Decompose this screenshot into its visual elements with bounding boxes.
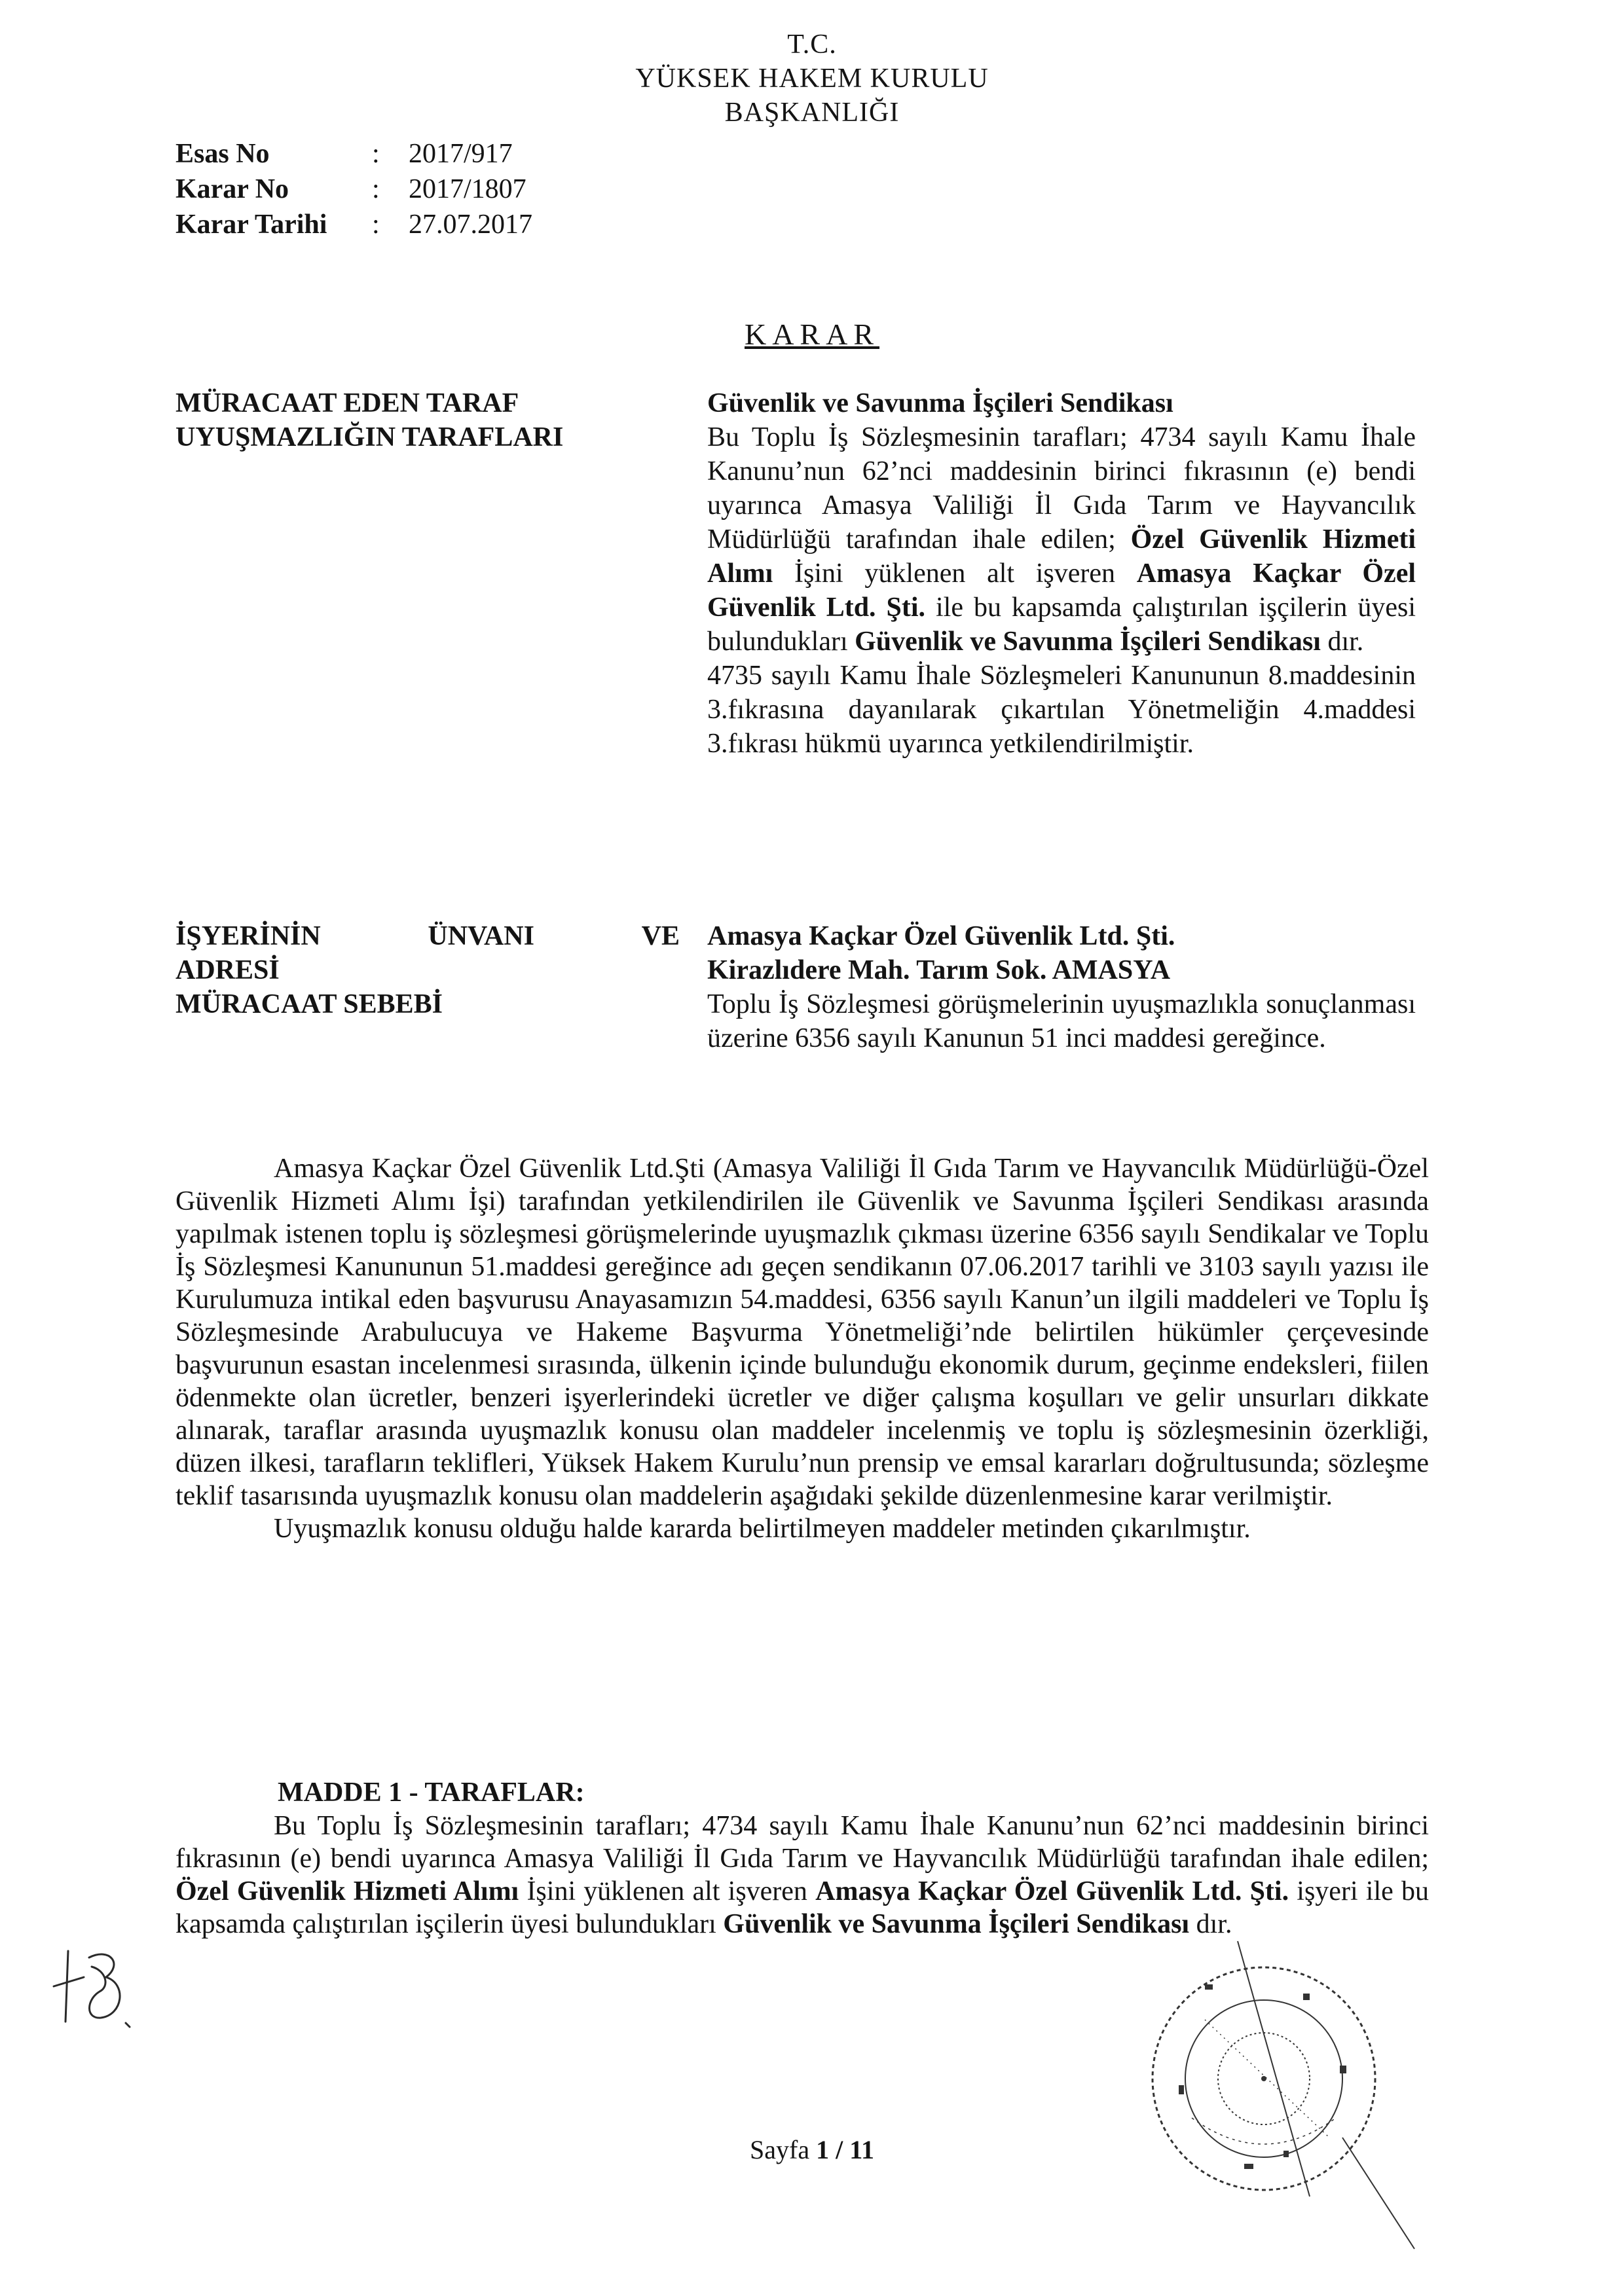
label-workplace [175, 919, 680, 987]
text-run: İşini yüklenen alt işveren [794, 558, 1116, 589]
label-applicant: MÜRACAAT EDEN TARAF [175, 388, 519, 418]
meta-sep: : [372, 210, 380, 240]
value-workplace [707, 919, 1416, 987]
meta-label: Karar Tarihi [175, 210, 327, 240]
label-word: VE [641, 921, 680, 951]
document-title: KARAR [744, 318, 880, 351]
applicant-name: Güvenlik ve Savunma İşçileri Sendikası [707, 388, 1173, 418]
text-run-bold: Güvenlik ve Savunma İşçileri Sendikası [723, 1909, 1190, 1939]
meta-row-esas [175, 136, 532, 172]
text-run: dır. [1196, 1909, 1232, 1939]
meta-value: 2017/1807 [409, 174, 526, 204]
page-number [0, 2134, 1624, 2165]
text-run-bold: Amasya Kaçkar Özel Güvenlik Ltd. Şti. [815, 1876, 1289, 1906]
official-seal-stamp [1107, 1922, 1473, 2262]
label-parties: UYUŞMAZLIĞIN TARAFLARI [175, 422, 564, 452]
header-presidency: BAŞKANLIĞI [724, 98, 900, 128]
page-current: 1 [816, 2135, 830, 2164]
value-reason [707, 987, 1416, 1055]
article-1-body [175, 1810, 1429, 1941]
handwritten-page-mark [46, 1931, 144, 2036]
label-workplace-line [175, 919, 680, 953]
decision-body [175, 1152, 1429, 1545]
meta-row-karar [175, 172, 532, 207]
text-run: Bu Toplu İş Sözleşmesinin tarafları; 4734 sayılı Kamu İhale Kanunu’nun 62’nci maddesinin birinci fıkrasının (e) bendi uyarınca Amasya Valiliği İl Gıda Tarım ve Hayvancılık Müdürlüğü tarafından ihale edilen; [707, 422, 1416, 555]
meta-sep: : [372, 139, 380, 169]
label-word: ÜNVANI [428, 921, 534, 951]
meta-label: Esas No [175, 139, 270, 169]
article-1-title: MADDE 1 - TARAFLAR: [278, 1777, 585, 1808]
label-word: İŞYERİNİN [175, 921, 321, 951]
text-run-bold: Amasya Kaçkar Özel Güvenlik Ltd. Şti. [707, 558, 1416, 623]
body-paragraph: Amasya Kaçkar Özel Güvenlik Ltd.Şti (Amasya Valiliği İl Gıda Tarım ve Hayvancılık Müdürlüğü-Özel Güvenlik Hizmeti Alımı İşi) tarafından yetkilendirilen ile Güvenlik ve Savunma İşçileri Sendikası arasında yapılmak istenen toplu iş sözleşmesi görüşmelerinde uyuşmazlık çıkması üzerine 6356 sayılı Sendikalar ve Toplu İş Sözleşmesi Kanununun 51.maddesi gereğince adı geçen sendikanın 07.06.2017 tarihli ve 3103 sayılı yazısı ile Kurulumuza intikal eden başvurusu Anayasamızın 54.maddesi, 6356 sayılı Kanun’un ilgili maddeleri ve Toplu İş Sözleşmesinde Arabulucuya ve Hakeme Başvurma Yönetmeliği’nde belirtilen hükümler çerçevesinde başvurunun esastan incelenmesi sırasında, ülkenin içinde bulunduğu ekonomik durum, geçinme endeksleri, fiilen ödenmekte olan ücretler, benzeri işyerlerindeki ücretler ve diğer çalışma koşulları ve gelir unsurları dikkate alınarak, taraflar arasında uyuşmazlık konusu olan maddeler incelenmiş ve toplu iş sözleşmesinin özerkliği, düzen ilkesi, tarafların teklifleri, Yüksek Hakem Kurulu’nun prensip ve emsal kararları doğrultusunda; sözleşme teklif tasarısında uyuşmazlık konusu olan maddelerin aşağıdaki şekilde düzenlenmesine karar verilmiştir. [175, 1154, 1429, 1511]
workplace-address: Kirazlıdere Mah. Tarım Sok. AMASYA [707, 955, 1171, 985]
text-run-bold: Özel Güvenlik Hizmeti Alımı [175, 1876, 519, 1906]
case-meta [175, 136, 532, 242]
authorization-paragraph: 4735 sayılı Kamu İhale Sözleşmeleri Kanununun 8.maddesinin 3.fıkrasına dayanılarak çıkartılan Yönetmeliğin 4.maddesi 3.fıkrası hükmü uyarınca yetkilendirilmiştir. [707, 661, 1416, 759]
text-run: Bu Toplu İş Sözleşmesinin tarafları; 4734 sayılı Kamu İhale Kanunu’nun 62’nci maddesinin birinci fıkrasının (e) bendi uyarınca Amasya Valiliği İl Gıda Tarım ve Hayvancılık Müdürlüğü tarafından ihale edilen; [175, 1811, 1429, 1874]
header-institution: YÜKSEK HAKEM KURULU [635, 64, 989, 94]
page-separator: / [836, 2135, 843, 2164]
text-run: ile bu kapsamda çalıştırılan işçilerin üyesi bulundukları [707, 592, 1416, 657]
label-reason: MÜRACAAT SEBEBİ [175, 989, 443, 1019]
value-parties [707, 420, 1416, 761]
header-tc: T.C. [787, 29, 837, 60]
meta-label: Karar No [175, 174, 289, 204]
meta-sep: : [372, 174, 380, 204]
text-run: İşini yüklenen alt işveren [526, 1876, 807, 1906]
text-run-bold: Güvenlik ve Savunma İşçileri Sendikası [855, 627, 1321, 657]
text-run: dır. [1327, 627, 1364, 657]
text-run: işyeri ile bu kapsamda çalıştırılan işçilerin üyesi bulundukları [175, 1876, 1429, 1939]
page-total: 11 [849, 2135, 874, 2164]
workplace-name: Amasya Kaçkar Özel Güvenlik Ltd. Şti. [707, 921, 1175, 951]
meta-value: 2017/917 [409, 139, 513, 169]
article-1-paragraph [175, 1810, 1429, 1941]
page-prefix: Sayfa [750, 2135, 810, 2164]
body-paragraph: Uyuşmazlık konusu olduğu halde kararda belirtilmeyen maddeler metinden çıkarılmıştır. [274, 1514, 1251, 1544]
parties-paragraph [707, 420, 1416, 659]
text-run-bold: Özel Güvenlik Hizmeti Alımı [707, 524, 1416, 589]
meta-row-date [175, 207, 532, 242]
meta-value: 27.07.2017 [409, 210, 532, 240]
reason-text: Toplu İş Sözleşmesi görüşmelerinin uyuşmazlıkla sonuçlanması üzerine 6356 sayılı Kanunun 51 inci maddesi gereğince. [707, 989, 1416, 1053]
label-workplace-address: ADRESİ [175, 955, 280, 985]
value-applicant [707, 386, 1416, 420]
